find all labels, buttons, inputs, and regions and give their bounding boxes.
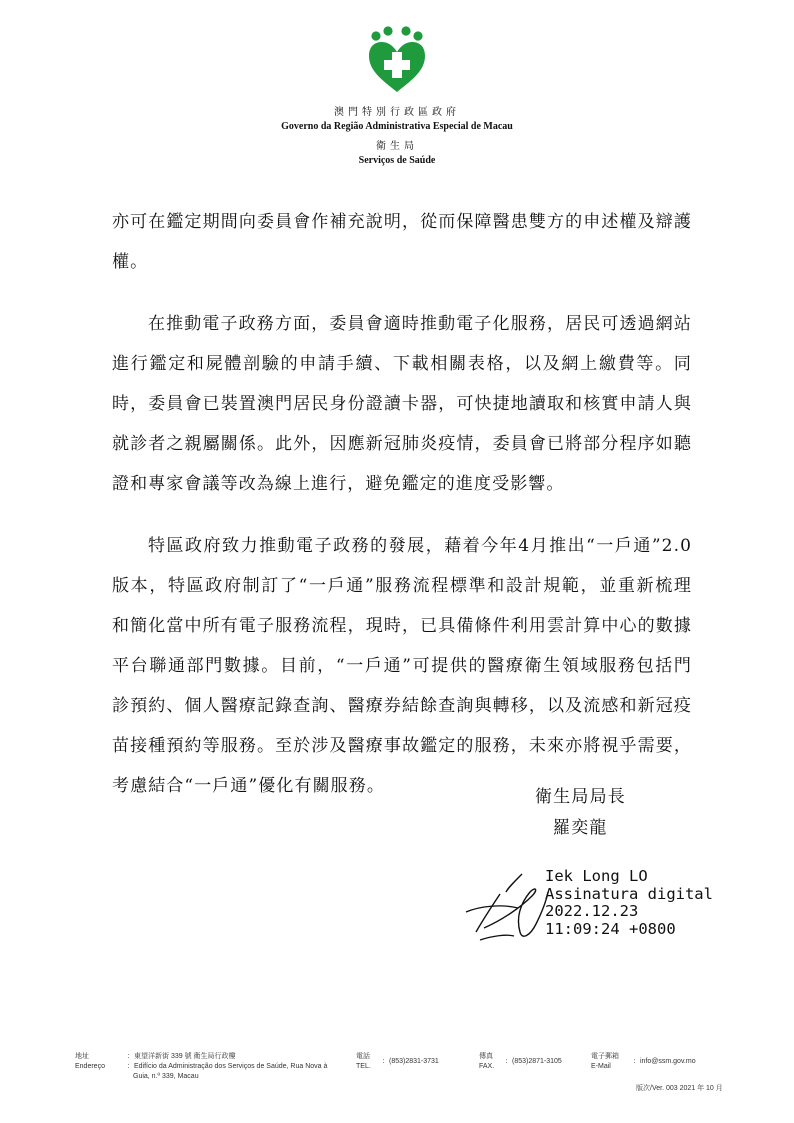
email-address: ：info@ssm.gov.mo <box>633 1058 696 1065</box>
address-pt: ：Edifício da Administração dos Serviços de Saúde, Rua Nova à <box>127 1063 328 1070</box>
digital-signature-block <box>545 868 713 938</box>
letter-body <box>112 202 692 828</box>
document-version: 版次/Ver. 003 2021 年 10 月 <box>636 1085 723 1092</box>
signatory-name: 羅奕龍 <box>553 818 608 838</box>
digital-signature-time: 11:09:24 +0800 <box>545 919 676 938</box>
department-name-zh: 衛生局 <box>376 141 418 152</box>
fax-label-pt: FAX. <box>479 1063 495 1070</box>
signatory-title: 衛生局局長 <box>535 787 626 807</box>
paragraph: 特區政府致力推動電子政務的發展，藉着今年4月推出“一戶通”2.0版本，特區政府制訂了“一戶通”服務流程標準和設計規範，並重新梳理和簡化當中所有電子服務流程，現時，已具備條件利用雲計算中心的數據平台聯通部門數據。目前，“一戶通”可提供的醫療衛生領域服務包括門診預約、個人醫療記錄查詢、醫療券結餘查詢與轉移，以及流感和新冠疫苗接種預約等服務。至於涉及醫療事故鑑定的服務，未來亦將視乎需要，考慮結合“一戶通”優化有關服務。 <box>112 536 692 796</box>
digital-signature-label: Assinatura digital <box>545 884 713 903</box>
health-services-logo <box>365 26 429 94</box>
letterhead <box>0 26 794 168</box>
address-pt-2: Guia, n.º 339, Macau <box>133 1073 199 1080</box>
fax-number: ：(853)2871-3105 <box>505 1058 562 1065</box>
paragraph: 亦可在鑑定期間向委員會作補充說明，從而保障醫患雙方的申述權及辯護權。 <box>112 212 692 272</box>
department-name-pt: Serviços de Saúde <box>358 155 436 166</box>
address-label-pt: Endereço <box>75 1063 105 1070</box>
handwritten-signature <box>462 862 554 944</box>
tel-label-zh: 電話 <box>356 1053 370 1060</box>
email-label-pt: E-Mail <box>591 1063 611 1070</box>
digital-signature-name: Iek Long LO <box>545 867 648 885</box>
digital-signature-date: 2022.12.23 <box>545 902 639 920</box>
fax-label-zh: 傳真 <box>479 1053 493 1060</box>
tel-label-pt: TEL. <box>356 1063 371 1070</box>
paragraph: 在推動電子政務方面，委員會適時推動電子化服務，居民可透過網站進行鑑定和屍體剖驗的申請手續、下載相關表格，以及網上繳費等。同時，委員會已裝置澳門居民身份證讀卡器，可快捷地讀取和核實申請人與就診者之親屬關係。此外，因應新冠肺炎疫情，委員會已將部分程序如聽證和專家會議等改為線上進行，避免鑑定的進度受影響。 <box>112 314 692 494</box>
tel-number: ：(853)2831-3731 <box>382 1058 439 1065</box>
government-name-pt: Governo da Região Administrativa Especial de Macau <box>281 121 513 132</box>
address-label-zh: 地址 <box>75 1053 89 1060</box>
government-name-zh: 澳門特別行政區政府 <box>334 107 460 118</box>
address-zh: ：東望洋新街 339 號 衛生局行政樓 <box>127 1053 236 1060</box>
email-label-zh: 電子郵箱 <box>591 1053 619 1060</box>
